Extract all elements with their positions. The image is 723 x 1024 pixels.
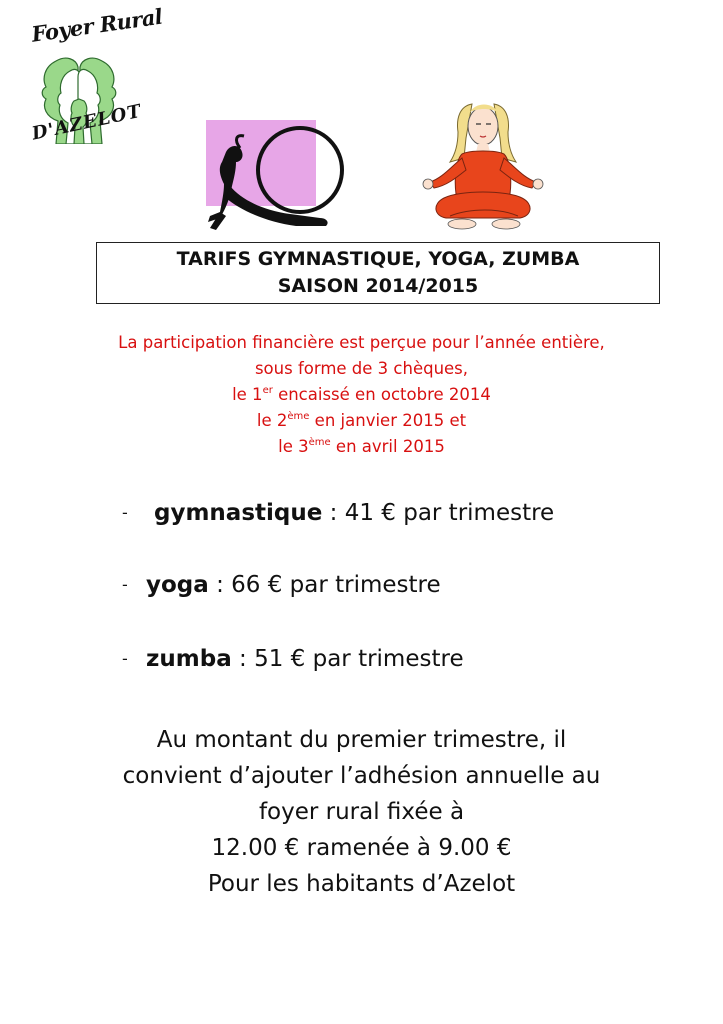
list-bullet: - [122,649,128,668]
payment-line-4-post: en janvier 2015 et [309,411,467,430]
foyer-rural-logo [18,3,164,164]
logo-title: Foyer Rural [30,3,164,47]
logo-subtitle: D'AZELOT [30,100,144,145]
season-label: SAISON 2014/2015 [277,275,479,297]
yoga-lotus-illustration [410,98,560,238]
tariff-item-yoga [122,572,441,598]
membership-line-4: 12.00 € ramenée à 9.00 € [211,835,512,861]
tariff-activity-name: gymnastique [154,500,323,526]
payment-line-5 [60,434,663,460]
payment-info [60,330,663,460]
membership-line-5: Pour les habitants d’Azelot [207,871,516,897]
payment-line-3-sup: er [262,385,273,396]
tariff-price: : 41 € par trimestre [322,500,555,526]
list-bullet: - [122,575,128,594]
tariff-activity-name: zumba [146,646,232,672]
tariff-item-zumba [122,646,464,672]
tariffs-title-box [96,242,660,304]
payment-line-3-pre: le 1 [232,385,263,404]
list-bullet: - [122,503,128,522]
tariff-price: : 51 € par trimestre [231,646,464,672]
payment-line-5-sup: ème [308,437,331,448]
tariffs-title: TARIFS GYMNASTIQUE, YOGA, ZUMBA [176,248,580,270]
payment-line-4-pre: le 2 [256,411,288,430]
payment-line-3-post: encaissé en octobre 2014 [272,385,491,404]
membership-note [60,722,663,902]
payment-line-5-post: en avril 2015 [330,437,445,456]
membership-line-2: convient d’ajouter l’adhésion annuelle au [122,763,601,789]
payment-line-1: La participation financière est perçue pour l’année entière, [118,333,605,352]
membership-line-1: Au montant du premier trimestre, il [156,727,567,753]
tariff-activity-name: yoga [146,572,209,598]
tariff-item-gymnastique [122,500,554,526]
payment-line-4-sup: ème [287,411,310,422]
gymnast-hoop-illustration [200,118,345,240]
payment-line-5-pre: le 3 [278,437,309,456]
payment-line-4 [60,408,663,434]
payment-line-3 [60,382,663,408]
tariff-price: : 66 € par trimestre [208,572,441,598]
payment-line-2: sous forme de 3 chèques, [254,359,469,378]
membership-line-3: foyer rural fixée à [258,799,465,825]
